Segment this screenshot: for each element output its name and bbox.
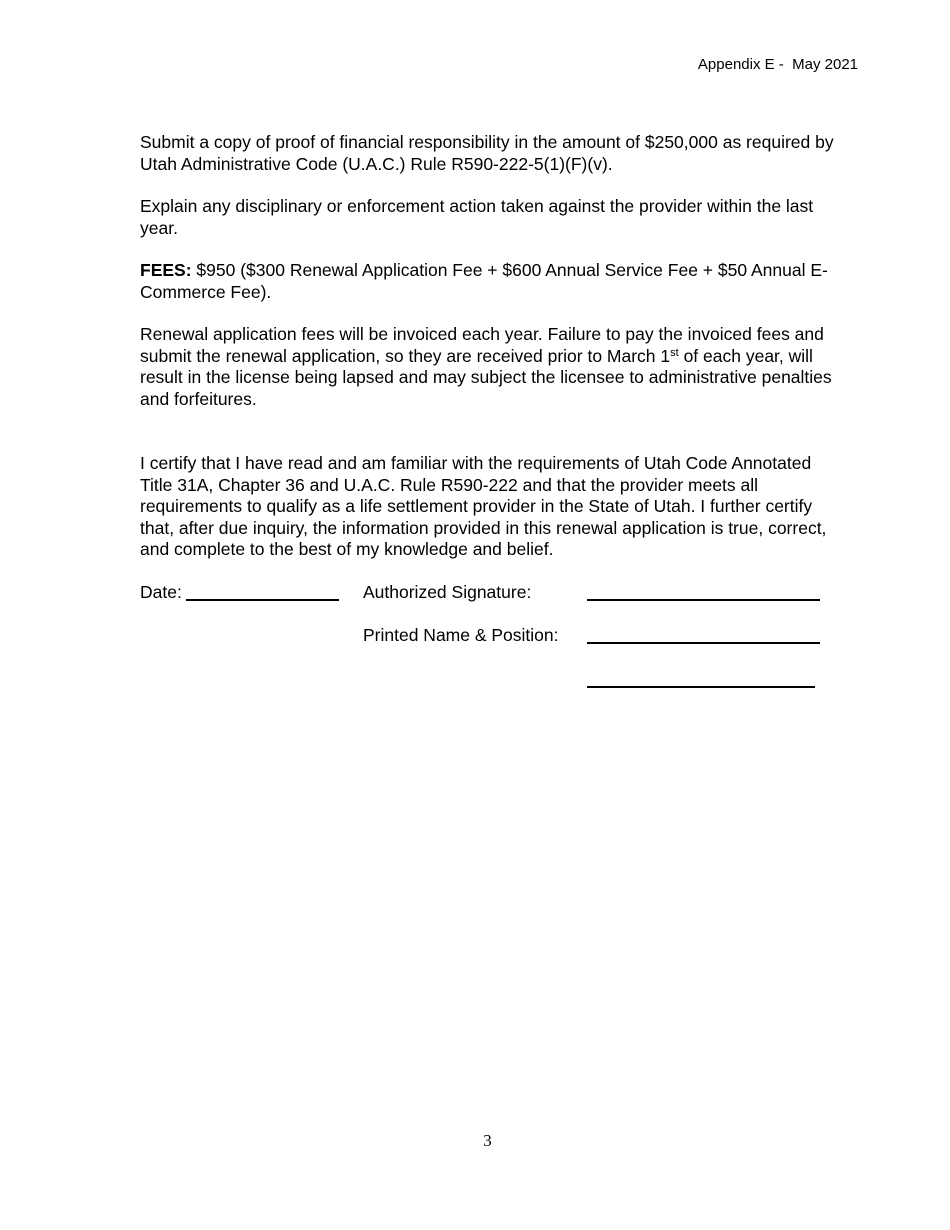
authorized-signature-line[interactable] [587,599,820,601]
fees-label: FEES: [140,260,192,280]
printed-name-position-label: Printed Name & Position: [363,625,559,645]
printed-name-position-line[interactable] [587,642,820,644]
renewal-text-after: of each year, will result in the license being lapsed and may subject the licensee to administrative penalties and forfeitures. [140,345,832,409]
ordinal-superscript: st [670,346,679,359]
additional-signature-line[interactable] [587,686,815,688]
page-number: 3 [483,1131,492,1150]
fees-text: $950 ($300 Renewal Application Fee + $600 Annual Service Fee + $50 Annual E-Commerce Fee). [140,260,828,302]
date-label: Date: [140,582,182,602]
authorized-signature-label: Authorized Signature: [363,582,532,602]
document-header: Appendix E - May 2021 [697,56,858,73]
financial-responsibility-paragraph: Submit a copy of proof of financial responsibility in the amount of $250,000 as required by Utah Administrative Code (U.A.C.) Rule R590-222-5(1)(F)(v). [140,132,834,174]
disciplinary-action-paragraph: Explain any disciplinary or enforcement action taken against the provider within the last year. [140,196,814,238]
date-field-line[interactable] [186,599,339,601]
renewal-fees-paragraph [140,324,840,410]
renewal-text-before: Renewal application fees will be invoiced each year. Failure to pay the invoiced fees and submit the renewal application, so they are received prior to March 1 [140,324,824,366]
fees-paragraph [140,260,840,303]
certification-paragraph: I certify that I have read and am familiar with the requirements of Utah Code Annotated Title 31A, Chapter 36 and U.A.C. Rule R590-222 and that the provider meets all requirements to qualify as a life settlement provider in the State of Utah. I further certify that, after due inquiry, the information provided in this renewal application is true, correct, and complete to the best of my knowledge and belief. [140,453,827,559]
